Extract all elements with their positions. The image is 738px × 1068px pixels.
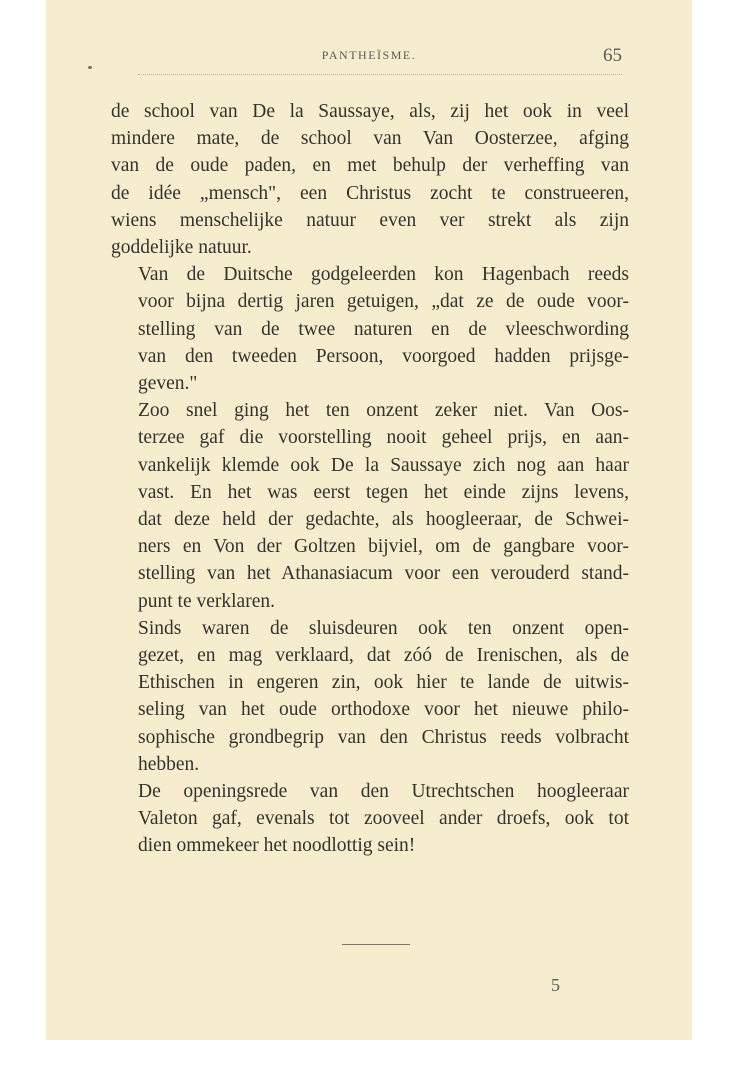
signature-mark: 5 [551,975,560,995]
book-page [46,0,692,1040]
text-line: hebben. [138,753,200,775]
end-rule [342,944,410,945]
text-line: van de oude paden, en met behulp der verheffing van [111,155,629,177]
text-line: stelling van de twee naturen en de vleeschwording [138,318,629,340]
text-line: stelling van het Athanasiacum voor een verouderd stand- [138,563,629,585]
text-line: Valeton gaf, evenals tot zooveel ander droefs, ook tot [138,808,629,830]
paragraph [111,397,629,615]
text-line: punt te verklaren. [138,590,275,612]
ink-speck [88,66,92,69]
text-line: van den tweeden Persoon, voorgoed hadden prijsge- [138,345,629,367]
paragraph [111,261,629,397]
text-line: dien ommekeer het noodlottig sein! [138,835,416,857]
text-line: Van de Duitsche godgeleerden kon Hagenbach reeds [138,264,629,286]
running-head [46,46,692,66]
text-line: mindere mate, de school van Van Oosterzee, afging [111,128,629,150]
page-number: 65 [603,45,622,66]
header-rule [138,74,622,77]
text-line: vast. En het was eerst tegen het einde zijns levens, [138,481,629,503]
text-line: seling van het oude orthodoxe voor het nieuwe philo- [138,699,629,721]
text-line: wiens menschelijke natuur even ver strekt als zijn [111,209,629,231]
text-line: ners en Von der Goltzen bijviel, om de gangbare voor- [138,536,629,558]
paragraph [111,615,629,778]
text-line: Zoo snel ging het ten onzent zeker niet. Van Oos- [138,400,629,422]
text-line: goddelijke natuur. [111,237,252,259]
text-line: vankelijk klemde ook De la Saussaye zich nog aan haar [138,454,629,476]
body-text [111,98,629,860]
text-line: dat deze held der gedachte, als hoogleeraar, de Schwei- [138,509,629,531]
paragraph [111,98,629,261]
text-line: gezet, en mag verklaard, dat zóó de Irenischen, als de [138,645,629,667]
text-line: Sinds waren de sluisdeuren ook ten onzent open- [138,617,629,639]
running-title: PANTHEÏSME. [321,48,417,62]
text-line: Ethischen in engeren zin, ook hier te lande de uitwis- [138,672,629,694]
text-line: geven." [138,373,198,395]
text-line: terzee gaf die voorstelling nooit geheel prijs, en aan- [138,427,629,449]
text-line: sophische grondbegrip van den Christus reeds volbracht [138,726,629,748]
text-line: voor bijna dertig jaren getuigen, „dat ze de oude voor- [138,291,629,313]
paragraph [111,778,629,860]
text-line: De openingsrede van den Utrechtschen hoogleeraar [138,781,629,803]
text-line: de idée „mensch", een Christus zocht te construeeren, [111,182,629,204]
text-line: de school van De la Saussaye, als, zij het ook in veel [111,101,629,122]
